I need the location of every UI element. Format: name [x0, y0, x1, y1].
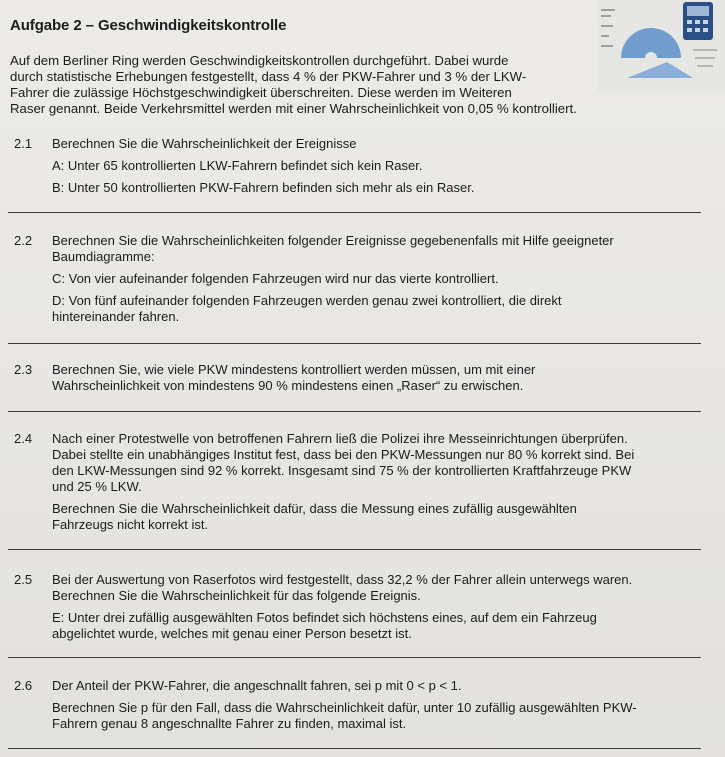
task-line: B: Unter 50 kontrollierten PKW-Fahrern befinden sich mehr als ein Raser.	[52, 180, 475, 195]
intro-paragraph	[10, 53, 650, 117]
task-body	[52, 678, 702, 732]
intro-line: Raser genannt. Beide Verkehrsmittel werden mit einer Wahrscheinlichkeit von 0,05 % kontrolliert.	[10, 101, 577, 116]
task-line: Berechnen Sie die Wahrscheinlichkeit für das folgende Ereignis.	[52, 588, 421, 603]
task-line: E: Unter drei zufällig ausgewählten Fotos befindet sich höchstens eines, auf dem ein Fahrzeug	[52, 610, 597, 625]
divider	[8, 748, 701, 749]
task-body	[52, 136, 702, 196]
task-line: Der Anteil der PKW-Fahrer, die angeschnallt fahren, sei p mit 0 < p < 1.	[52, 678, 462, 693]
task-line: abgelichtet wurde, welches mit genau einer Person besetzt ist.	[52, 626, 412, 641]
task-line: und 25 % LKW.	[52, 479, 142, 494]
task-line: hintereinander fahren.	[52, 309, 180, 324]
task-body	[52, 233, 702, 325]
task-line: Berechnen Sie die Wahrscheinlichkeit der Ereignisse	[52, 136, 357, 151]
task-number: 2.4	[14, 431, 33, 446]
task-body	[52, 572, 702, 642]
intro-line: Auf dem Berliner Ring werden Geschwindigkeitskontrollen durchgeführt. Dabei wurde	[10, 53, 509, 68]
task-line: Baumdiagramme:	[52, 249, 155, 264]
task-line: D: Von fünf aufeinander folgenden Fahrzeugen werden genau zwei kontrolliert, die direkt	[52, 293, 562, 308]
task-line: A: Unter 65 kontrollierten LKW-Fahrern befindet sich kein Raser.	[52, 158, 423, 173]
task-line: den LKW-Messungen sind 92 % korrekt. Insgesamt sind 75 % der kontrollierten Kraftfahrzeuge PKW	[52, 463, 632, 478]
task-line: Berechnen Sie die Wahrscheinlichkeiten folgender Ereignisse gegebenenfalls mit Hilfe geeigneter	[52, 233, 614, 248]
divider	[8, 343, 701, 344]
task-line: Wahrscheinlichkeit von mindestens 90 % mindestens einen „Raser“ zu erwischen.	[52, 378, 524, 393]
divider	[8, 657, 701, 658]
divider	[8, 549, 701, 550]
task-line: Bei der Auswertung von Raserfotos wird festgestellt, dass 32,2 % der Fahrer allein unterwegs waren.	[52, 572, 633, 587]
page-title: Aufgabe 2 – Geschwindigkeitskontrolle	[10, 17, 287, 34]
task-body	[52, 431, 702, 533]
task-line: C: Von vier aufeinander folgenden Fahrzeugen wird nur das vierte kontrolliert.	[52, 271, 499, 286]
intro-line: durch statistische Erhebungen festgestellt, dass 4 % der PKW-Fahrer und 3 % der LKW-	[10, 69, 527, 84]
task-line: Fahrern genau 8 angeschnallte Fahrer zu finden, maximal ist.	[52, 716, 407, 731]
task-line: Dabei stellte ein unabhängiges Institut fest, dass bei den PKW-Messungen nur 80 % korrekt sind. Bei	[52, 447, 635, 462]
divider	[8, 411, 701, 412]
task-number: 2.3	[14, 362, 33, 377]
task-line: Berechnen Sie p für den Fall, dass die Wahrscheinlichkeit dafür, unter 10 zufällig ausgewählten PKW-	[52, 700, 637, 715]
task-number: 2.2	[14, 233, 33, 248]
task-number: 2.5	[14, 572, 33, 587]
task-number: 2.6	[14, 678, 33, 693]
task-line: Fahrzeugs nicht korrekt ist.	[52, 517, 209, 532]
task-line: Berechnen Sie, wie viele PKW mindestens kontrolliert werden müssen, um mit einer	[52, 362, 536, 377]
task-line: Nach einer Protestwelle von betroffenen Fahrern ließ die Polizei ihre Messeinrichtungen überprüfen.	[52, 431, 628, 446]
divider	[8, 212, 701, 213]
task-number: 2.1	[14, 136, 33, 151]
task-line: Berechnen Sie die Wahrscheinlichkeit dafür, dass die Messung eines zufällig ausgewählten	[52, 501, 577, 516]
task-body	[52, 362, 702, 394]
intro-line: Fahrer die zulässige Höchstgeschwindigkeit überschreiten. Diese werden im Weiteren	[10, 85, 512, 100]
